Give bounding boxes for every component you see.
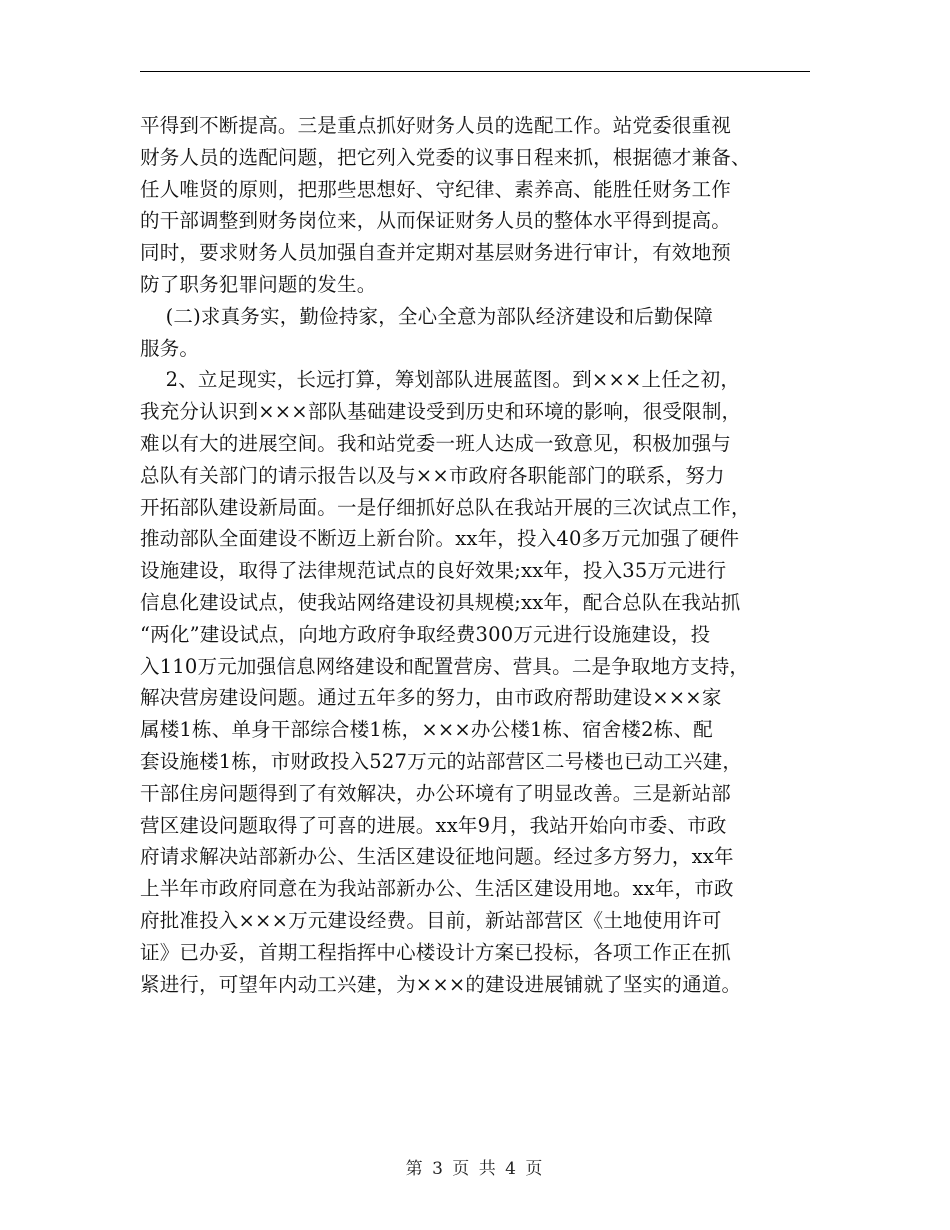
text-line: 上半年市政府同意在为我站部新办公、生活区建设用地。xx年，市政 (140, 877, 734, 901)
text-line: “两化”建设试点，向地方政府争取经费300万元进行设施建设，投 (140, 622, 711, 646)
body-text (140, 110, 830, 1000)
text-line: 的干部调整到财务岗位来，从而保证财务人员的整体水平得到提高。 (140, 209, 732, 233)
text-line: 紧进行，可望年内动工兴建，为×××的建设进展铺就了坚实的通道。 (140, 972, 742, 996)
section-heading-line: (二)求真务实，勤俭持家，全心全意为部队经济建设和后勤保障 (140, 304, 714, 328)
text-line: 干部住房问题得到了有效解决，办公环境有了明显改善。三是新站部 (140, 781, 732, 805)
text-line: 入110万元加强信息网络建设和配置营房、营具。二是争取地方支持， (140, 654, 750, 678)
text-line: 防了职务犯罪问题的发生。 (140, 272, 377, 296)
section-heading-line: 服务。 (140, 336, 200, 360)
text-line: 设施建设，取得了法律规范试点的良好效果;xx年，投入35万元进行 (140, 559, 727, 583)
text-line: 证》已办妥，首期工程指挥中心楼设计方案已投标，各项工作正在抓 (140, 940, 732, 964)
text-line: 总队有关部门的请示报告以及与××市政府各职能部门的联系，努力 (140, 463, 725, 487)
text-line: 解决营房建设问题。通过五年多的努力，由市政府帮助建设×××家 (140, 686, 722, 710)
text-line: 难以有大的进展空间。我和站党委一班人达成一致意见，积极加强与 (140, 431, 732, 455)
text-line: 我充分认识到×××部队基础建设受到历史和环境的影响，很受限制， (140, 400, 742, 424)
text-line: 开拓部队建设新局面。一是仔细抓好总队在我站开展的三次试点工作， (140, 495, 751, 519)
text-line: 平得到不断提高。三是重点抓好财务人员的选配工作。站党委很重视 (140, 114, 732, 137)
text-line: 推动部队全面建设不断迈上新台阶。xx年，投入40多万元加强了硬件 (140, 527, 740, 551)
text-line: 财务人员的选配问题，把它列入党委的议事日程来抓，根据德才兼备、 (140, 145, 751, 169)
text-line: 信息化建设试点，使我站网络建设初具规模;xx年，配合总队在我站抓 (140, 590, 741, 614)
page-number-footer: 第 3 页 共 4 页 (405, 1159, 545, 1179)
text-line: 府批准投入×××万元建设经费。目前，新站部营区《土地使用许可 (140, 908, 722, 932)
text-line: 营区建设问题取得了可喜的进展。xx年9月，我站开始向市委、市政 (140, 813, 727, 837)
text-line: 套设施楼1栋，市财政投入527万元的站部营区二号楼也已动工兴建， (140, 749, 743, 773)
text-line: 府请求解决站部新办公、生活区建设征地问题。经过多方努力，xx年 (140, 845, 734, 869)
header-rule (140, 71, 810, 72)
text-line: 属楼1栋、单身干部综合楼1栋，×××办公楼1栋、宿舍楼2栋、配 (140, 718, 713, 742)
paragraph-start-line: 2、立足现实，长远打算，筹划部队进展蓝图。到×××上任之初， (140, 368, 741, 392)
text-line: 任人唯贤的原则，把那些思想好、守纪律、素养高、能胜任财务工作 (140, 177, 732, 201)
text-line: 同时，要求财务人员加强自查并定期对基层财务进行审计，有效地预 (140, 241, 732, 265)
